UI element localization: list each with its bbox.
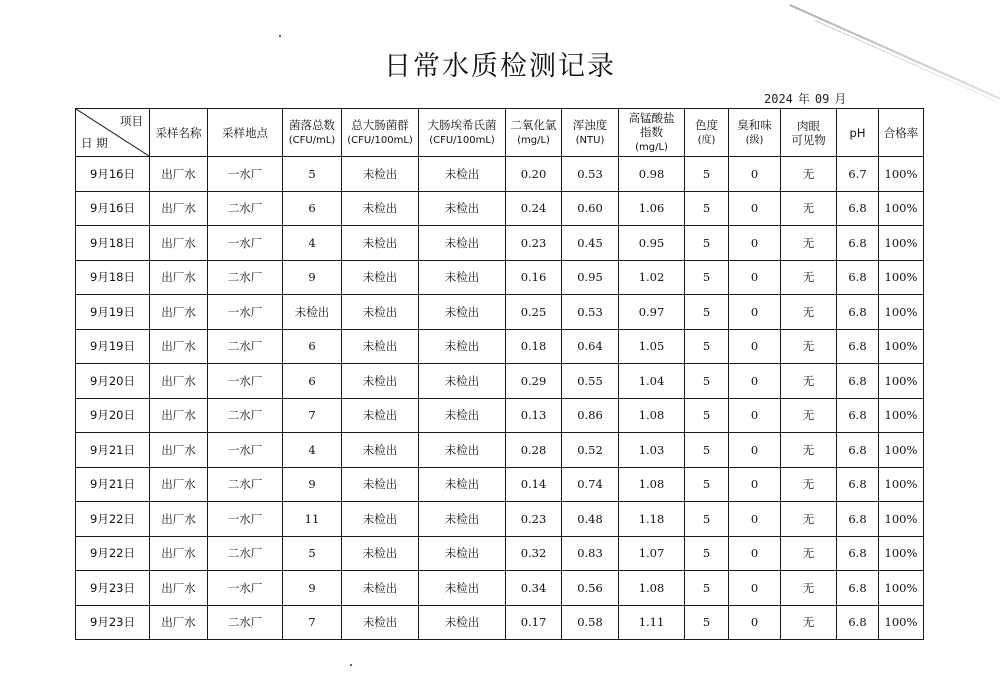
cell-pass-rate: 100% — [879, 191, 924, 226]
cell-colony-count: 5 — [283, 536, 342, 571]
cell-sample-location: 一水厂 — [208, 157, 283, 192]
cell-total-coliforms: 未检出 — [342, 157, 419, 192]
corner-date-label: 日 期 — [81, 136, 108, 150]
cell-ph: 6.8 — [837, 226, 879, 261]
cell-e-coli: 未检出 — [419, 502, 506, 537]
cell-colony-count: 5 — [283, 157, 342, 192]
cell-turbidity: 0.60 — [562, 191, 619, 226]
cell-sample-location: 二水厂 — [208, 605, 283, 640]
table-row — [76, 295, 924, 330]
cell-visible-matter: 无 — [781, 329, 837, 364]
cell-date: 9月19日 — [76, 295, 150, 330]
cell-ph: 6.8 — [837, 571, 879, 606]
cell-pass-rate: 100% — [879, 364, 924, 399]
cell-e-coli: 未检出 — [419, 536, 506, 571]
cell-turbidity: 0.83 — [562, 536, 619, 571]
cell-chlorine-dioxide: 0.16 — [506, 260, 562, 295]
cell-colony-count: 6 — [283, 191, 342, 226]
cell-chlorine-dioxide: 0.18 — [506, 329, 562, 364]
cell-visible-matter: 无 — [781, 433, 837, 468]
cell-colony-count: 7 — [283, 605, 342, 640]
cell-e-coli: 未检出 — [419, 157, 506, 192]
cell-sample-location: 一水厂 — [208, 433, 283, 468]
cell-chlorine-dioxide: 0.32 — [506, 536, 562, 571]
cell-colony-count: 4 — [283, 226, 342, 261]
cell-total-coliforms: 未检出 — [342, 467, 419, 502]
cell-color: 5 — [685, 571, 729, 606]
header-label-line: 高锰酸盐 — [628, 110, 675, 125]
cell-odor-taste: 0 — [729, 571, 781, 606]
cell-e-coli: 未检出 — [419, 329, 506, 364]
cell-chlorine-dioxide: 0.13 — [506, 398, 562, 433]
cell-permanganate-index: 0.95 — [619, 226, 685, 261]
cell-colony-count: 9 — [283, 571, 342, 606]
header-sample-location — [208, 109, 283, 157]
cell-colony-count: 未检出 — [283, 295, 342, 330]
cell-sample-name: 出厂水 — [150, 226, 208, 261]
cell-ph: 6.8 — [837, 295, 879, 330]
cell-permanganate-index: 1.04 — [619, 364, 685, 399]
cell-total-coliforms: 未检出 — [342, 536, 419, 571]
header-colony-count — [283, 109, 342, 157]
cell-permanganate-index: 0.98 — [619, 157, 685, 192]
cell-odor-taste: 0 — [729, 467, 781, 502]
cell-turbidity: 0.95 — [562, 260, 619, 295]
cell-visible-matter: 无 — [781, 605, 837, 640]
cell-date: 9月22日 — [76, 502, 150, 537]
scan-speck — [350, 664, 352, 666]
cell-ph: 6.8 — [837, 467, 879, 502]
cell-chlorine-dioxide: 0.20 — [506, 157, 562, 192]
header-label-line: 总大肠菌群 — [351, 117, 409, 132]
corner-item-label: 项目 — [120, 114, 143, 128]
header-visible-matter — [781, 109, 837, 157]
cell-permanganate-index: 1.18 — [619, 502, 685, 537]
header-label-line: 大肠埃希氏菌 — [427, 117, 497, 132]
table-row — [76, 433, 924, 468]
cell-permanganate-index: 1.05 — [619, 329, 685, 364]
header-total-coliforms — [342, 109, 419, 157]
cell-date: 9月18日 — [76, 226, 150, 261]
header-label-line: 采样地点 — [222, 125, 268, 140]
cell-chlorine-dioxide: 0.25 — [506, 295, 562, 330]
record-year-unit: 年 — [797, 92, 810, 106]
cell-permanganate-index: 1.08 — [619, 467, 685, 502]
header-ph — [837, 109, 879, 157]
water-quality-table — [75, 108, 924, 640]
cell-turbidity: 0.53 — [562, 157, 619, 192]
cell-total-coliforms: 未检出 — [342, 295, 419, 330]
table-row — [76, 571, 924, 606]
cell-permanganate-index: 1.11 — [619, 605, 685, 640]
table-row — [76, 605, 924, 640]
table-row — [76, 398, 924, 433]
cell-turbidity: 0.58 — [562, 605, 619, 640]
cell-sample-name: 出厂水 — [150, 295, 208, 330]
cell-date: 9月16日 — [76, 157, 150, 192]
cell-colony-count: 6 — [283, 364, 342, 399]
cell-odor-taste: 0 — [729, 398, 781, 433]
cell-e-coli: 未检出 — [419, 571, 506, 606]
cell-sample-name: 出厂水 — [150, 398, 208, 433]
cell-date: 9月20日 — [76, 364, 150, 399]
cell-e-coli: 未检出 — [419, 364, 506, 399]
cell-pass-rate: 100% — [879, 433, 924, 468]
cell-odor-taste: 0 — [729, 605, 781, 640]
cell-permanganate-index: 0.97 — [619, 295, 685, 330]
cell-chlorine-dioxide: 0.23 — [506, 226, 562, 261]
header-label-line: 臭和味 — [737, 117, 772, 132]
header-label-line: (级) — [745, 134, 764, 146]
cell-sample-location: 一水厂 — [208, 295, 283, 330]
cell-sample-name: 出厂水 — [150, 157, 208, 192]
cell-ph: 6.8 — [837, 502, 879, 537]
document-title: 日常水质检测记录 — [384, 51, 616, 82]
cell-color: 5 — [685, 226, 729, 261]
cell-e-coli: 未检出 — [419, 605, 506, 640]
table-row — [76, 226, 924, 261]
cell-sample-name: 出厂水 — [150, 260, 208, 295]
cell-ph: 6.8 — [837, 329, 879, 364]
cell-turbidity: 0.48 — [562, 502, 619, 537]
cell-date: 9月21日 — [76, 467, 150, 502]
cell-turbidity: 0.56 — [562, 571, 619, 606]
table-row — [76, 467, 924, 502]
cell-visible-matter: 无 — [781, 191, 837, 226]
cell-pass-rate: 100% — [879, 226, 924, 261]
cell-total-coliforms: 未检出 — [342, 433, 419, 468]
header-label-line: (CFU/100mL) — [347, 134, 413, 146]
header-label-line: 可见物 — [791, 132, 826, 147]
header-color — [685, 109, 729, 157]
cell-total-coliforms: 未检出 — [342, 329, 419, 364]
cell-e-coli: 未检出 — [419, 226, 506, 261]
cell-ph: 6.8 — [837, 364, 879, 399]
cell-total-coliforms: 未检出 — [342, 260, 419, 295]
cell-sample-name: 出厂水 — [150, 605, 208, 640]
cell-total-coliforms: 未检出 — [342, 226, 419, 261]
cell-visible-matter: 无 — [781, 364, 837, 399]
cell-color: 5 — [685, 191, 729, 226]
cell-odor-taste: 0 — [729, 364, 781, 399]
record-date — [764, 90, 851, 107]
cell-odor-taste: 0 — [729, 260, 781, 295]
cell-pass-rate: 100% — [879, 157, 924, 192]
cell-sample-location: 一水厂 — [208, 226, 283, 261]
cell-color: 5 — [685, 398, 729, 433]
cell-total-coliforms: 未检出 — [342, 605, 419, 640]
cell-permanganate-index: 1.03 — [619, 433, 685, 468]
cell-visible-matter: 无 — [781, 536, 837, 571]
cell-turbidity: 0.45 — [562, 226, 619, 261]
cell-sample-location: 二水厂 — [208, 329, 283, 364]
cell-e-coli: 未检出 — [419, 467, 506, 502]
cell-odor-taste: 0 — [729, 329, 781, 364]
cell-visible-matter: 无 — [781, 260, 837, 295]
cell-chlorine-dioxide: 0.34 — [506, 571, 562, 606]
cell-e-coli: 未检出 — [419, 260, 506, 295]
cell-colony-count: 9 — [283, 260, 342, 295]
cell-date: 9月23日 — [76, 605, 150, 640]
cell-total-coliforms: 未检出 — [342, 571, 419, 606]
cell-ph: 6.8 — [837, 433, 879, 468]
cell-chlorine-dioxide: 0.24 — [506, 191, 562, 226]
cell-total-coliforms: 未检出 — [342, 502, 419, 537]
scan-speck — [279, 35, 281, 37]
cell-odor-taste: 0 — [729, 191, 781, 226]
cell-chlorine-dioxide: 0.17 — [506, 605, 562, 640]
cell-date: 9月20日 — [76, 398, 150, 433]
cell-chlorine-dioxide: 0.23 — [506, 502, 562, 537]
corner-header — [76, 109, 150, 157]
cell-pass-rate: 100% — [879, 571, 924, 606]
header-label-line: 浑浊度 — [572, 117, 608, 132]
cell-turbidity: 0.53 — [562, 295, 619, 330]
cell-pass-rate: 100% — [879, 295, 924, 330]
header-label-line: (NTU) — [575, 134, 605, 146]
cell-sample-name: 出厂水 — [150, 467, 208, 502]
cell-sample-name: 出厂水 — [150, 502, 208, 537]
cell-pass-rate: 100% — [879, 502, 924, 537]
cell-odor-taste: 0 — [729, 295, 781, 330]
cell-e-coli: 未检出 — [419, 191, 506, 226]
cell-turbidity: 0.55 — [562, 364, 619, 399]
cell-e-coli: 未检出 — [419, 398, 506, 433]
cell-visible-matter: 无 — [781, 467, 837, 502]
table-row — [76, 329, 924, 364]
cell-sample-location: 一水厂 — [208, 571, 283, 606]
cell-sample-name: 出厂水 — [150, 536, 208, 571]
cell-ph: 6.8 — [837, 191, 879, 226]
cell-colony-count: 7 — [283, 398, 342, 433]
cell-ph: 6.8 — [837, 260, 879, 295]
cell-date: 9月23日 — [76, 571, 150, 606]
cell-visible-matter: 无 — [781, 502, 837, 537]
cell-visible-matter: 无 — [781, 295, 837, 330]
header-label-line: (CFU/100mL) — [429, 134, 495, 146]
cell-colony-count: 9 — [283, 467, 342, 502]
cell-visible-matter: 无 — [781, 157, 837, 192]
header-label-line: pH — [849, 125, 866, 140]
header-label-line: (度) — [697, 134, 716, 146]
cell-date: 9月22日 — [76, 536, 150, 571]
record-month: 09 — [814, 92, 830, 106]
cell-color: 5 — [685, 467, 729, 502]
table-row — [76, 191, 924, 226]
cell-sample-location: 二水厂 — [208, 191, 283, 226]
header-label-line: 肉眼 — [797, 118, 820, 133]
cell-sample-location: 二水厂 — [208, 467, 283, 502]
header-e-coli — [419, 109, 506, 157]
table-row — [76, 364, 924, 399]
cell-date: 9月16日 — [76, 191, 150, 226]
record-year: 2024 — [764, 92, 793, 106]
cell-turbidity: 0.64 — [562, 329, 619, 364]
cell-sample-name: 出厂水 — [150, 191, 208, 226]
cell-pass-rate: 100% — [879, 605, 924, 640]
cell-visible-matter: 无 — [781, 398, 837, 433]
header-label-line: 采样名称 — [155, 125, 202, 140]
cell-color: 5 — [685, 605, 729, 640]
cell-color: 5 — [685, 536, 729, 571]
header-turbidity — [562, 109, 619, 157]
cell-sample-location: 一水厂 — [208, 502, 283, 537]
cell-sample-location: 二水厂 — [208, 260, 283, 295]
table-row — [76, 536, 924, 571]
cell-turbidity: 0.52 — [562, 433, 619, 468]
cell-sample-location: 一水厂 — [208, 364, 283, 399]
table-body — [76, 157, 924, 640]
cell-permanganate-index: 1.07 — [619, 536, 685, 571]
cell-total-coliforms: 未检出 — [342, 191, 419, 226]
cell-permanganate-index: 1.08 — [619, 571, 685, 606]
cell-color: 5 — [685, 295, 729, 330]
header-label-line: 指数 — [640, 124, 663, 139]
cell-odor-taste: 0 — [729, 502, 781, 537]
cell-odor-taste: 0 — [729, 157, 781, 192]
table-row — [76, 502, 924, 537]
cell-sample-name: 出厂水 — [150, 364, 208, 399]
header-permanganate-index — [619, 109, 685, 157]
header-sample-name — [150, 109, 208, 157]
table-row — [76, 157, 924, 192]
cell-turbidity: 0.74 — [562, 467, 619, 502]
cell-permanganate-index: 1.08 — [619, 398, 685, 433]
cell-chlorine-dioxide: 0.28 — [506, 433, 562, 468]
header-label-line: 菌落总数 — [289, 117, 335, 132]
cell-date: 9月19日 — [76, 329, 150, 364]
header-label-line: 色度 — [695, 117, 718, 132]
cell-colony-count: 11 — [283, 502, 342, 537]
cell-color: 5 — [685, 157, 729, 192]
header-label-line: 合格率 — [883, 125, 919, 140]
cell-colony-count: 4 — [283, 433, 342, 468]
cell-permanganate-index: 1.06 — [619, 191, 685, 226]
cell-e-coli: 未检出 — [419, 433, 506, 468]
cell-colony-count: 6 — [283, 329, 342, 364]
cell-pass-rate: 100% — [879, 398, 924, 433]
record-month-unit: 月 — [834, 92, 847, 106]
table-row — [76, 260, 924, 295]
cell-sample-name: 出厂水 — [150, 433, 208, 468]
cell-sample-location: 二水厂 — [208, 536, 283, 571]
cell-color: 5 — [685, 260, 729, 295]
cell-ph: 6.8 — [837, 536, 879, 571]
cell-pass-rate: 100% — [879, 329, 924, 364]
cell-sample-name: 出厂水 — [150, 329, 208, 364]
cell-odor-taste: 0 — [729, 226, 781, 261]
cell-ph: 6.8 — [837, 398, 879, 433]
cell-date: 9月18日 — [76, 260, 150, 295]
table-header-row — [76, 109, 924, 157]
cell-ph: 6.8 — [837, 605, 879, 640]
header-label-line: (mg/L) — [517, 134, 550, 146]
cell-color: 5 — [685, 364, 729, 399]
header-label-line: (CFU/mL) — [288, 134, 336, 146]
cell-total-coliforms: 未检出 — [342, 364, 419, 399]
cell-total-coliforms: 未检出 — [342, 398, 419, 433]
cell-ph: 6.7 — [837, 157, 879, 192]
header-odor-taste — [729, 109, 781, 157]
header-label-line: (mg/L) — [635, 141, 668, 153]
cell-odor-taste: 0 — [729, 433, 781, 468]
cell-e-coli: 未检出 — [419, 295, 506, 330]
header-chlorine-dioxide — [506, 109, 562, 157]
header-pass-rate — [879, 109, 924, 157]
cell-permanganate-index: 1.02 — [619, 260, 685, 295]
cell-color: 5 — [685, 329, 729, 364]
cell-date: 9月21日 — [76, 433, 150, 468]
cell-sample-name: 出厂水 — [150, 571, 208, 606]
header-label-line: 二氧化氯 — [510, 117, 557, 132]
cell-visible-matter: 无 — [781, 571, 837, 606]
cell-odor-taste: 0 — [729, 536, 781, 571]
cell-color: 5 — [685, 433, 729, 468]
cell-color: 5 — [685, 502, 729, 537]
cell-pass-rate: 100% — [879, 536, 924, 571]
cell-chlorine-dioxide: 0.14 — [506, 467, 562, 502]
cell-visible-matter: 无 — [781, 226, 837, 261]
cell-chlorine-dioxide: 0.29 — [506, 364, 562, 399]
cell-turbidity: 0.86 — [562, 398, 619, 433]
cell-sample-location: 二水厂 — [208, 398, 283, 433]
cell-pass-rate: 100% — [879, 260, 924, 295]
cell-pass-rate: 100% — [879, 467, 924, 502]
